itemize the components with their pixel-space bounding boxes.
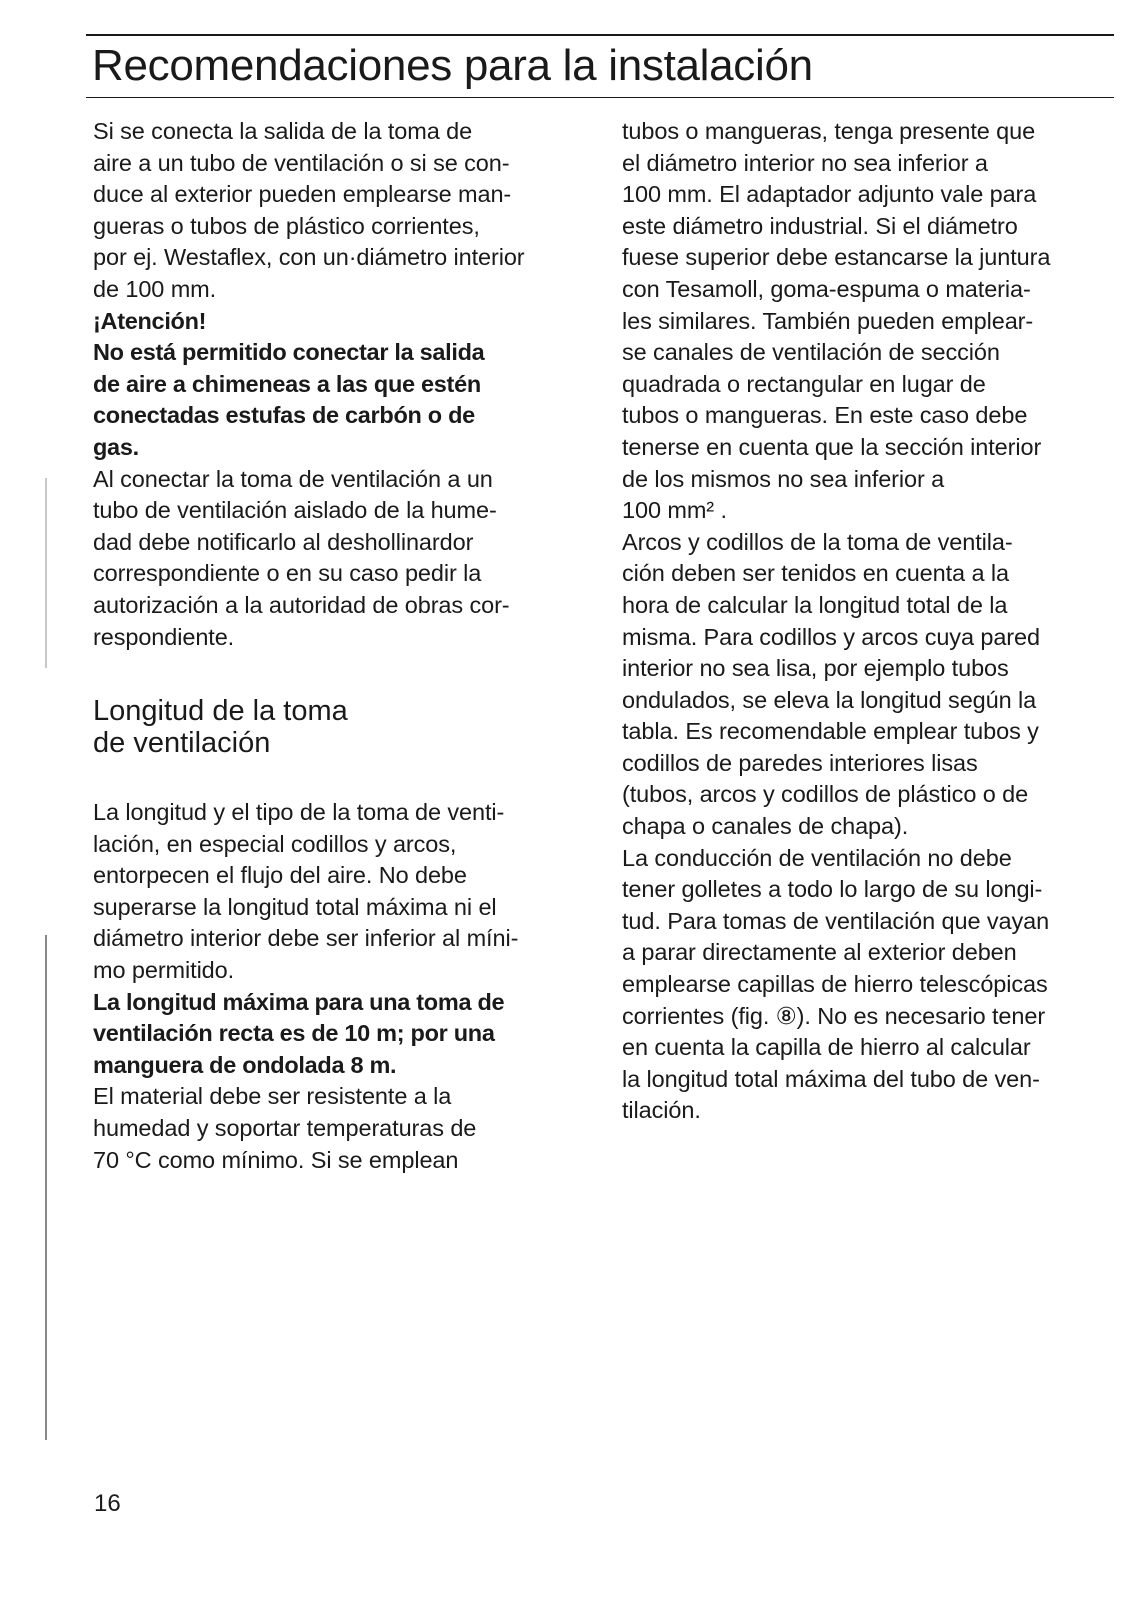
- scan-margin-mark: [45, 935, 47, 1440]
- text-line: 100 mm² .: [622, 497, 727, 524]
- text-line: mo permitido.: [93, 957, 235, 984]
- text-line: a parar directamente al exterior deben: [622, 939, 1017, 966]
- left-column: [93, 116, 583, 1176]
- text-line: fuese superior debe estancarse la juntura: [622, 244, 1051, 271]
- text-line: 100 mm. El adaptador adjunto vale para: [622, 181, 1037, 208]
- text-line: codillos de paredes interiores lisas: [622, 749, 978, 776]
- paragraph-length: [93, 797, 583, 987]
- text-line: gueras o tubos de plástico corrientes,: [93, 212, 480, 239]
- text-line: misma. Para codillos y arcos cuya pared: [622, 623, 1040, 650]
- text-line: de 100 mm.: [93, 275, 217, 302]
- text-line: humedad y soportar temperaturas de: [93, 1115, 477, 1142]
- paragraph-notification: [93, 464, 583, 654]
- text-line: chapa o canales de chapa).: [622, 813, 909, 840]
- text-line: lación, en especial codillos y arcos,: [93, 830, 457, 857]
- text-line: de los mismos no sea inferior a: [622, 465, 945, 492]
- text-line: La conducción de ventilación no debe: [622, 844, 1012, 871]
- warning-line: No está permitido conectar la salida: [93, 339, 485, 366]
- text-line: (tubos, arcos y codillos de plástico o de: [622, 781, 1029, 808]
- text-line: duce al exterior pueden emplearse man-: [93, 181, 512, 208]
- text-line: dad debe notificarlo al deshollinardor: [93, 528, 474, 555]
- warning-block: [93, 306, 583, 464]
- text-line: respondiente.: [93, 623, 235, 650]
- bold-note: [93, 987, 583, 1082]
- title-bottom-rule: [86, 97, 1114, 98]
- bold-note-line: manguera de ondolada 8 m.: [93, 1051, 397, 1078]
- paragraph-material: [93, 1081, 583, 1176]
- text-line: por ej. Westaflex, con un·diámetro interior: [93, 244, 525, 271]
- text-line: tubo de ventilación aislado de la hume-: [93, 497, 497, 524]
- right-column: [622, 116, 1122, 1127]
- text-line: tilación.: [622, 1097, 701, 1124]
- text-line: este diámetro industrial. Si el diámetro: [622, 212, 1018, 239]
- warning-line: conectadas estufas de carbón o de: [93, 402, 475, 429]
- text-line: entorpecen el flujo del aire. No debe: [93, 862, 467, 889]
- text-line: hora de calcular la longitud total de la: [622, 591, 1008, 618]
- text-line: corrientes (fig. ⑧). No es necesario tener: [622, 1002, 1046, 1029]
- text-line: superarse la longitud total máxima ni el: [93, 893, 497, 920]
- text-line: tabla. Es recomendable emplear tubos y: [622, 718, 1039, 745]
- warning-label: ¡Atención!: [93, 307, 207, 334]
- text-line: emplearse capillas de hierro telescópicas: [622, 971, 1048, 998]
- text-line: tubos o mangueras. En este caso debe: [622, 402, 1028, 429]
- text-line: 70 °C como mínimo. Si se emplean: [93, 1146, 459, 1173]
- text-line: Si se conecta la salida de la toma de: [93, 118, 473, 144]
- text-line: La longitud y el tipo de la toma de venti-: [93, 799, 505, 826]
- text-line: el diámetro interior no sea inferior a: [622, 149, 988, 176]
- section-heading: [93, 695, 583, 759]
- text-line: tubos o mangueras, tenga presente que: [622, 118, 1036, 144]
- warning-line: gas.: [93, 433, 139, 460]
- text-line: en cuenta la capilla de hierro al calcular: [622, 1034, 1031, 1061]
- bold-note-line: ventilación recta es de 10 m; por una: [93, 1020, 495, 1047]
- heading-line: Longitud de la toma: [93, 695, 348, 728]
- title-top-rule: [86, 34, 1114, 36]
- text-line: les similares. También pueden emplear-: [622, 307, 1034, 334]
- text-line: se canales de ventilación de sección: [622, 339, 1000, 366]
- text-line: interior no sea lisa, por ejemplo tubos: [622, 655, 1009, 682]
- text-line: Al conectar la toma de ventilación a un: [93, 465, 493, 492]
- paragraph-intro: [93, 116, 583, 306]
- page-title: Recomendaciones para la instalación: [92, 41, 813, 90]
- text-line: Arcos y codillos de la toma de ventila-: [622, 528, 1013, 555]
- text-line: El material debe ser resistente a la: [93, 1083, 452, 1110]
- text-line: tener golletes a todo lo largo de su longi-: [622, 876, 1043, 903]
- text-line: aire a un tubo de ventilación o si se con-: [93, 149, 510, 176]
- text-line: la longitud total máxima del tubo de ven-: [622, 1065, 1040, 1092]
- text-line: ción deben ser tenidos en cuenta a la: [622, 560, 1009, 587]
- text-line: ondulados, se eleva la longitud según la: [622, 686, 1037, 713]
- bold-note-line: La longitud máxima para una toma de: [93, 988, 505, 1015]
- page-number: 16: [94, 1490, 121, 1517]
- warning-line: de aire a chimeneas a las que estén: [93, 370, 481, 397]
- text-line: quadrada o rectangular en lugar de: [622, 370, 986, 397]
- heading-line: de ventilación: [93, 727, 271, 760]
- scan-margin-mark: [45, 478, 47, 668]
- text-line: autorización a la autoridad de obras cor-: [93, 591, 510, 618]
- text-line: tenerse en cuenta que la sección interior: [622, 433, 1042, 460]
- text-line: correspondiente o en su caso pedir la: [93, 560, 482, 587]
- text-line: con Tesamoll, goma-espuma o materia-: [622, 275, 1031, 302]
- text-line: diámetro interior debe ser inferior al míni-: [93, 925, 519, 952]
- text-line: tud. Para tomas de ventilación que vayan: [622, 907, 1050, 934]
